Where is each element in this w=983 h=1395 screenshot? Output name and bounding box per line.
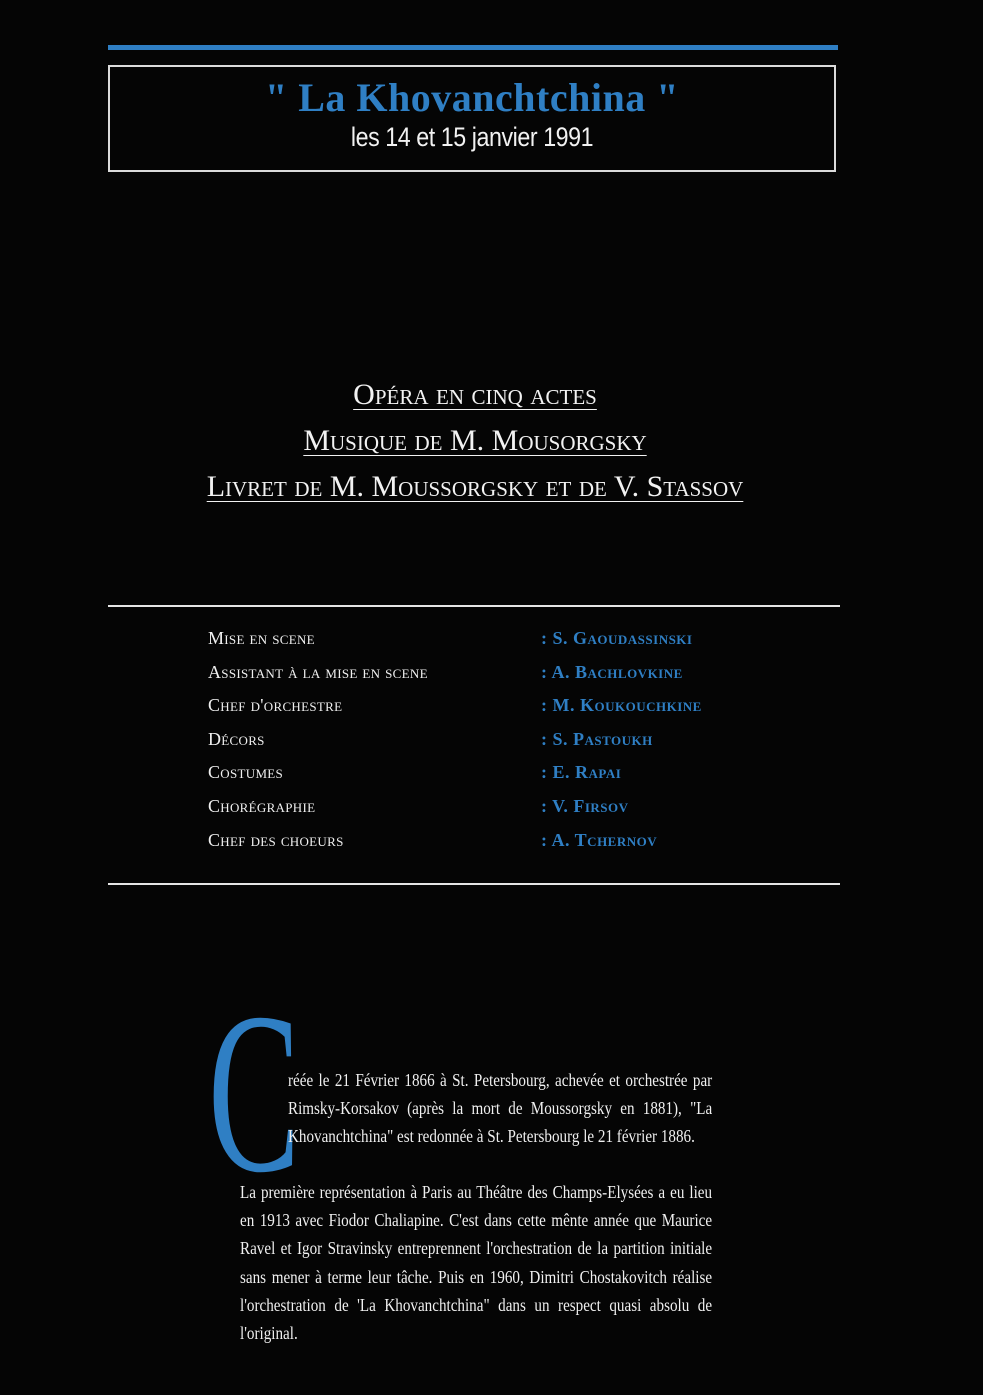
- credit-row: [208, 796, 768, 830]
- credit-row: [208, 695, 768, 729]
- credit-row: [208, 729, 768, 763]
- credit-row: [208, 628, 768, 662]
- subtitle-line-2: Musique de M. Mousorgsky: [303, 424, 647, 457]
- credit-name: : V. Firsov: [541, 795, 629, 816]
- top-accent-bar: [108, 45, 838, 50]
- page-title: " La Khovanchtchina ": [265, 75, 679, 120]
- credits-top-divider: [108, 605, 840, 607]
- credit-name: : A. Tchernov: [541, 829, 658, 850]
- credits-bottom-divider: [108, 883, 840, 885]
- drop-cap-letter: C: [208, 965, 301, 1220]
- credit-role: Mise en scene: [208, 628, 315, 648]
- credit-name: : A. Bachlovkine: [541, 661, 683, 682]
- title-box: [108, 65, 836, 172]
- credit-role: Décors: [208, 728, 265, 749]
- credit-row: [208, 662, 768, 696]
- credit-name: : S. Gaoudassinski: [541, 628, 693, 648]
- credit-role: Chorégraphie: [208, 795, 316, 816]
- credit-row: [208, 830, 768, 864]
- credits-list: [208, 628, 768, 863]
- credit-role: Chef d'orchestre: [208, 695, 343, 716]
- credit-role: Assistant à la mise en scene: [208, 661, 428, 682]
- credit-row: [208, 762, 768, 796]
- opera-subtitle: [0, 372, 950, 510]
- subtitle-line-1: Opéra en cinq actes: [353, 378, 597, 411]
- credit-role: Costumes: [208, 762, 284, 783]
- performance-dates: les 14 et 15 janvier 1991: [350, 122, 594, 152]
- credit-name: : S. Pastoukh: [541, 728, 653, 749]
- credit-name: : E. Rapai: [541, 762, 622, 783]
- credit-role: Chef des choeurs: [208, 829, 344, 850]
- body-paragraph-2: La première représentation à Paris au Théâtre des Champs-Elysées a eu lieu en 1913 avec Fiodor Chaliapine. C'est dans cette mênte année que Maurice Ravel et Igor Stravinsky entreprennent l'orchestration de la partition initiale sans mener à terme leur tâche. Puis en 1960, Dimitri Chostakovitch réalise l'orchestration de 'La Khovanchtchina" dans un respect quasi absolu de l'original.: [240, 1182, 713, 1344]
- credit-name: : M. Koukouchkine: [541, 695, 702, 716]
- body-paragraph-1: réée le 21 Février 1866 à St. Petersbourg, achevée et orchestrée par Rimsky-Korsakov (après la mort de Moussorgsky en 1881), "La Khovanchtchina" est redonnée à St. Petersbourg le 21 février 1886.: [288, 1070, 713, 1147]
- subtitle-line-3: Livret de M. Moussorgsky et de V. Stassov: [206, 470, 744, 503]
